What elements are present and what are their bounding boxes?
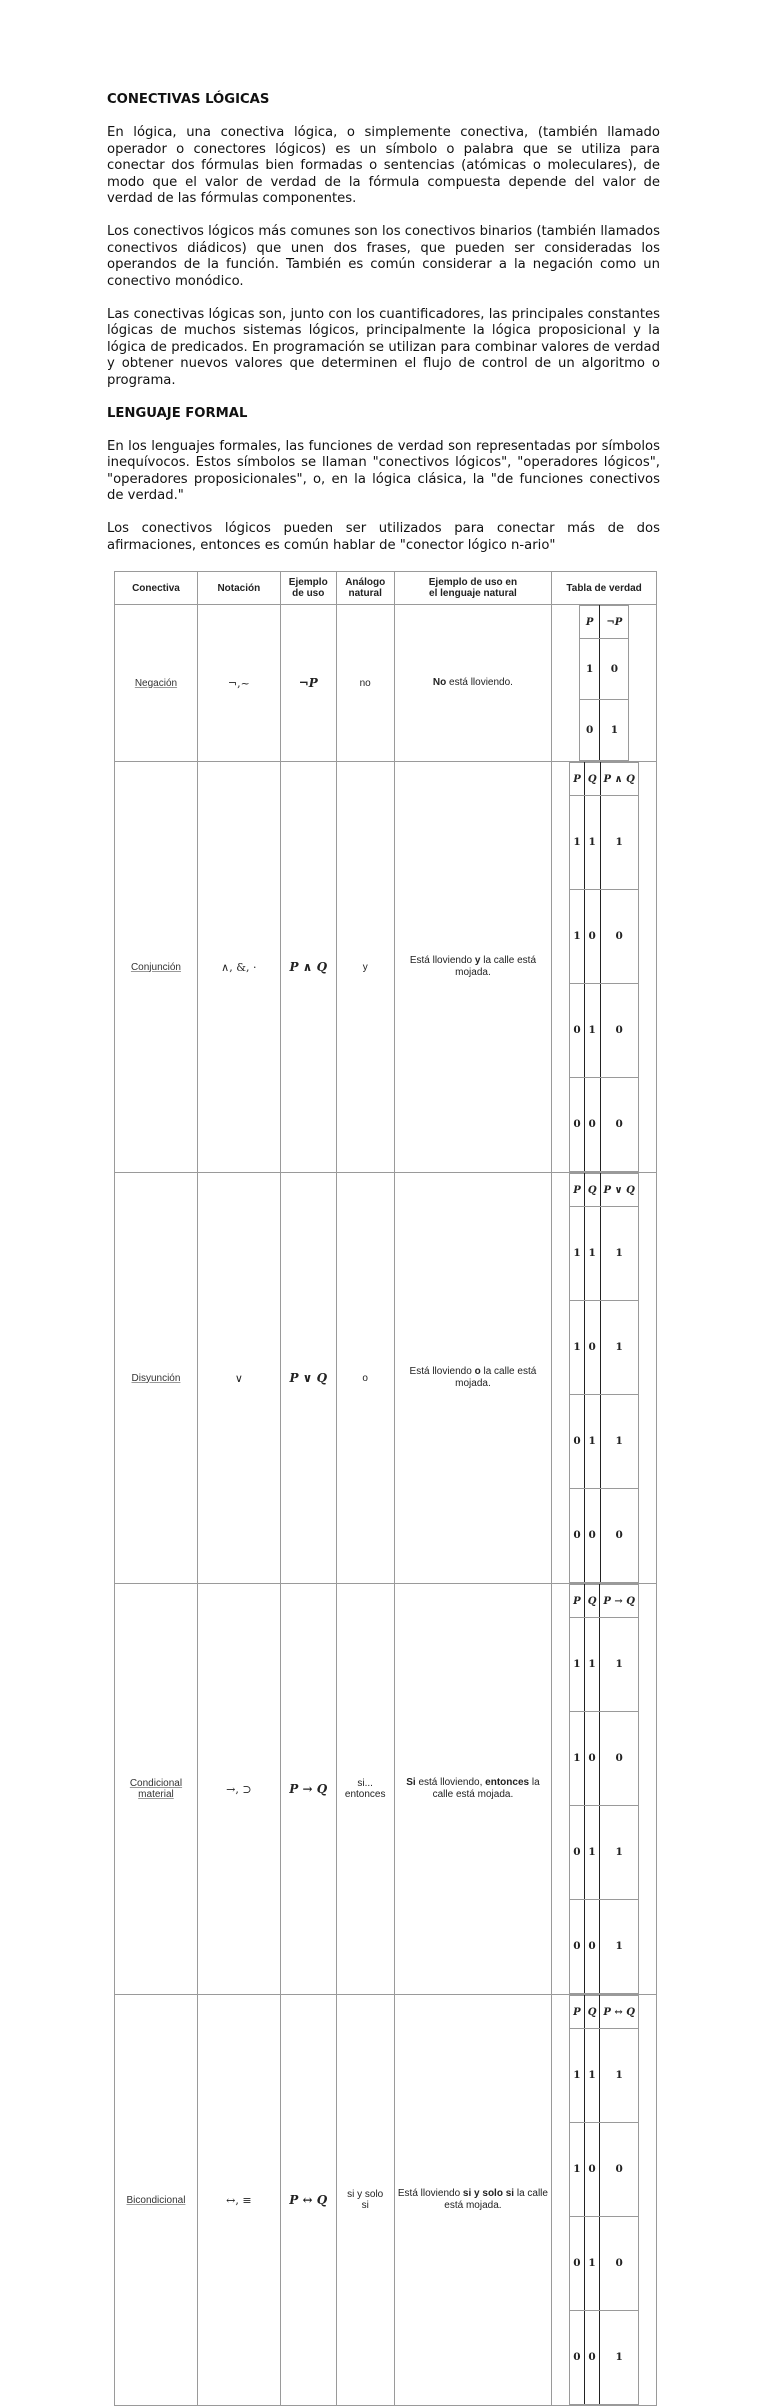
example-expression: P ∨ Q (280, 1173, 336, 1584)
truth-table-cell (552, 1584, 657, 1995)
example-expression: ¬P (280, 605, 336, 762)
natural-analog: y (336, 762, 394, 1173)
truth-table: P Q P ∨ Q 1 1 1 1 0 1 0 1 1 0 0 0 (569, 1173, 639, 1583)
heading-lenguaje-formal: LENGUAJE FORMAL (107, 405, 248, 421)
bicondicional-link[interactable]: Bicondicional (126, 2194, 186, 2206)
notation: →, ⊃ (197, 1584, 280, 1995)
example-expression: P ↔ Q (280, 1995, 336, 2406)
table-row (115, 605, 657, 762)
truth-table: P Q P ↔ Q 1 1 1 1 0 0 0 1 0 0 0 1 (569, 1995, 639, 2405)
natural-analog: no (336, 605, 394, 762)
usage-example: Está lloviendo o la calle está mojada. (394, 1173, 552, 1584)
table-row (115, 762, 657, 1173)
paragraph-4: En los lenguajes formales, las funciones de verdad son representadas por símbolos inequívocos. Estos símbolos se llaman "conectivos lógicos", "operadores lógicos", "operadores proposicionales", o, en la lógica clásica, la "de funciones conectivos de verdad." (107, 438, 660, 503)
table-row (115, 1995, 657, 2406)
usage-example: Está lloviendo si y solo si la calle está mojada. (394, 1995, 552, 2406)
natural-analog: o (336, 1173, 394, 1584)
connectives-table (114, 571, 657, 2406)
truth-table-cell (552, 1173, 657, 1584)
notation: ¬,~ (197, 605, 280, 762)
truth-table-cell (552, 762, 657, 1173)
paragraph-5: Los conectivos lógicos pueden ser utilizados para conectar más de dos afirmaciones, entonces es común hablar de "conector lógico n-ario" (107, 521, 660, 553)
table-header-row (115, 572, 657, 605)
table-row (115, 1173, 657, 1584)
condicional-link[interactable]: Condicional material (129, 1778, 183, 1800)
negacion-link[interactable]: Negación (134, 677, 178, 689)
header-analogo: Análogo natural (336, 572, 394, 605)
header-tabla: Tabla de verdad (552, 572, 657, 605)
usage-example: No está lloviendo. (394, 605, 552, 762)
header-conectiva: Conectiva (115, 572, 198, 605)
truth-table: P ¬P 1 0 0 1 (579, 605, 629, 761)
natural-analog: si... entonces (336, 1584, 394, 1995)
paragraph-1: En lógica, una conectiva lógica, o simplemente conectiva, (también llamado operador o conectores lógicos) es un símbolo o palabra que se utiliza para conectar dos fórmulas bien formadas o sentencias (atómicas o moleculares), de modo que el valor de verdad de la fórmula compuesta depende del valor de verdad de las fórmulas componentes. (107, 125, 660, 206)
example-expression: P ∧ Q (280, 762, 336, 1173)
header-uso: Ejemplo de uso en el lenguaje natural (394, 572, 552, 605)
usage-example: Si está lloviendo, entonces la calle está mojada. (394, 1584, 552, 1995)
notation: ∧, &, · (197, 762, 280, 1173)
table-row (115, 1584, 657, 1995)
truth-table-cell (552, 1995, 657, 2406)
natural-analog: si y solo si (336, 1995, 394, 2406)
truth-table-cell (552, 605, 657, 762)
paragraph-3: Las conectivas lógicas son, junto con los cuantificadores, las principales constantes lógicas de muchos sistemas lógicos, principalmente la lógica proposicional y la lógica de predicados. En programación se utilizan para combinar valores de verdad y obtener nuevos valores que determinen el flujo de control de un algoritmo o programa. (107, 306, 660, 388)
truth-table: P Q P → Q 1 1 1 1 0 0 0 1 1 0 0 1 (569, 1584, 639, 1994)
example-expression: P → Q (280, 1584, 336, 1995)
header-ejemplo: Ejemplo de uso (280, 572, 336, 605)
notation: ↔, ≡ (197, 1995, 280, 2406)
header-notacion: Notación (197, 572, 280, 605)
document-body (107, 92, 660, 554)
heading-conectivas-logicas: CONECTIVAS LÓGICAS (107, 92, 270, 107)
paragraph-2: Los conectivos lógicos más comunes son los conectivos binarios (también llamados conectivos diádicos) que unen dos frases, que pueden ser consideradas los operandos de la función. También es común considerar a la negación como un conectivo monódico. (107, 224, 660, 289)
truth-table: P Q P ∧ Q 1 1 1 1 0 0 0 1 0 0 0 0 (569, 762, 639, 1172)
usage-example: Está lloviendo y la calle está mojada. (394, 762, 552, 1173)
notation: ∨ (197, 1173, 280, 1584)
conjuncion-link[interactable]: Conjunción (130, 961, 181, 973)
disyuncion-link[interactable]: Disyunción (131, 1372, 181, 1384)
